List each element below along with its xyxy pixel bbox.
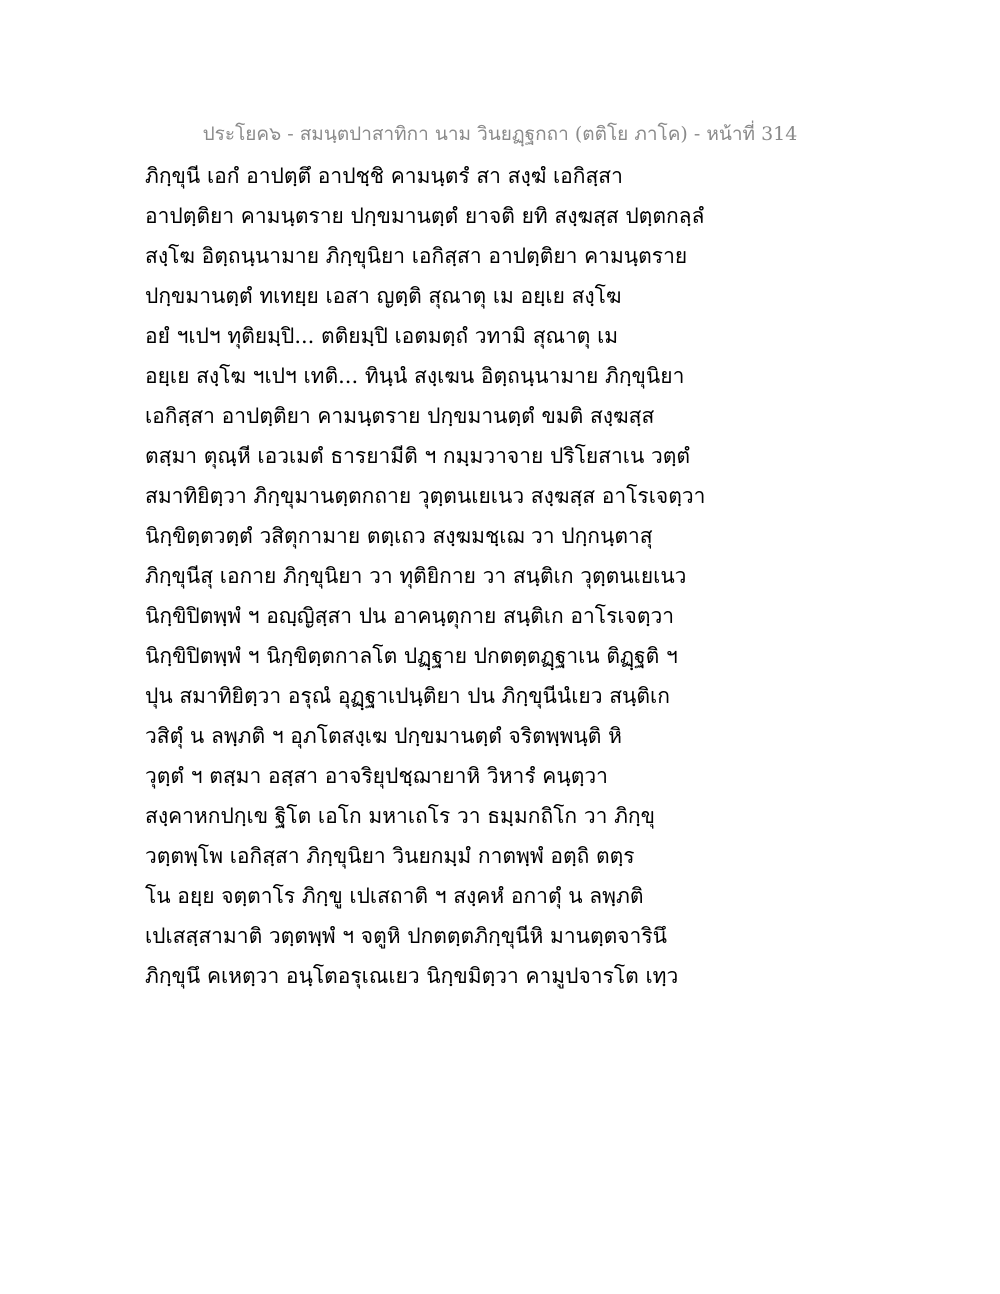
text-line: นิกฺขิปิตพฺพํ ฯ นิกฺขิตฺตกาลโต ปฏฺฐาย ปกตตฺตฏฺฐาเน ติฏฺฐติ ฯ	[145, 644, 678, 668]
text-line: ภิกฺขุนี เอกํ อาปตฺตึ อาปชฺชิ คามนฺตรํ สา สงฺฆํ เอกิสฺสา	[145, 164, 623, 188]
text-line: ปกฺขมานตฺตํ ทเทยฺย เอสา ญตฺติ สุณาตุ เม อยฺเย สงฺโฆ	[145, 284, 622, 308]
text-line: อยํ ฯเปฯ ทุติยมฺปิ... ตติยมฺปิ เอตมตฺถํ วทามิ สุณาตุ เม	[145, 324, 619, 348]
text-line: อาปตฺติยา คามนฺตราย ปกฺขมานตฺตํ ยาจติ ยทิ สงฺฆสฺส ปตฺตกลฺลํ	[145, 204, 705, 228]
text-line: วสิตุํ น ลพฺภติ ฯ อุภโตสงฺเฆ ปกฺขมานตฺตํ จริตพฺพนฺติ หิ	[145, 724, 622, 748]
text-line: ปุน สมาทิยิตฺวา อรุณํ อุฏฺฐาเปนฺติยา ปน ภิกฺขุนีนํเยว สนฺติเก	[145, 684, 670, 708]
text-line: เปเสสฺสามาติ วตฺตพฺพํ ฯ จตูหิ ปกตตฺตภิกฺขุนีหิ มานตฺตจารินึ	[145, 924, 667, 948]
text-line: ภิกฺขุนีสุ เอกาย ภิกฺขุนิยา วา ทุติยิกาย วา สนฺติเก วุตฺตนเยเนว	[145, 564, 687, 588]
text-line: สงฺคาหกปกฺเข ฐิโต เอโก มหาเถโร วา ธมฺมกถิโก วา ภิกฺขุ	[145, 804, 655, 828]
text-line: เอกิสฺสา อาปตฺติยา คามนฺตราย ปกฺขมานตฺตํ ขมติ สงฺฆสฺส	[145, 404, 655, 428]
text-line: ตสฺมา ตุณฺหี เอวเมตํ ธารยามีติ ฯ กมฺมวาจาย ปริโยสาเน วตฺตํ	[145, 444, 691, 468]
page-header: ประโยค๖ - สมนฺตปาสาทิกา นาม วินยฏฺฐกถา (ตติโย ภาโค) - หน้าที่ 314	[202, 123, 798, 145]
text-line: วตฺตพฺโพ เอกิสฺสา ภิกฺขุนิยา วินยกมฺมํ กาตพฺพํ อตฺถิ ตตฺร	[145, 844, 635, 868]
text-line: ภิกฺขุนึ คเหตฺวา อนฺโตอรุเณเยว นิกฺขมิตฺวา คามูปจารโต เทฺว	[145, 964, 679, 988]
text-line: นิกฺขิปิตพฺพํ ฯ อญฺญิสฺสา ปน อาคนฺตุกาย สนฺติเก อาโรเจตฺวา	[145, 604, 675, 628]
text-line: นิกฺขิตฺตวตฺตํ วสิตุกามาย ตตฺเถว สงฺฆมชฺเฌ วา ปกฺกนฺตาสุ	[145, 524, 653, 548]
text-line: สมาทิยิตฺวา ภิกฺขุมานตฺตกถาย วุตฺตนเยเนว สงฺฆสฺส อาโรเจตฺวา	[145, 484, 706, 508]
text-line: วุตฺตํ ฯ ตสฺมา อสฺสา อาจริยุปชฺฌายาหิ วิหารํ คนฺตฺวา	[145, 764, 608, 788]
text-line: โน อยฺย จตฺตาโร ภิกฺขู เปเสถาติ ฯ สงฺคหํ อกาตุํ น ลพฺภติ	[145, 884, 644, 908]
page-body	[145, 156, 705, 996]
text-line: สงฺโฆ อิตฺถนฺนามาย ภิกฺขุนิยา เอกิสฺสา อาปตฺติยา คามนฺตราย	[145, 244, 688, 268]
text-line: อยฺเย สงฺโฆ ฯเปฯ เทติ... ทินฺนํ สงฺเฆน อิตฺถนฺนามาย ภิกฺขุนิยา	[145, 364, 685, 388]
